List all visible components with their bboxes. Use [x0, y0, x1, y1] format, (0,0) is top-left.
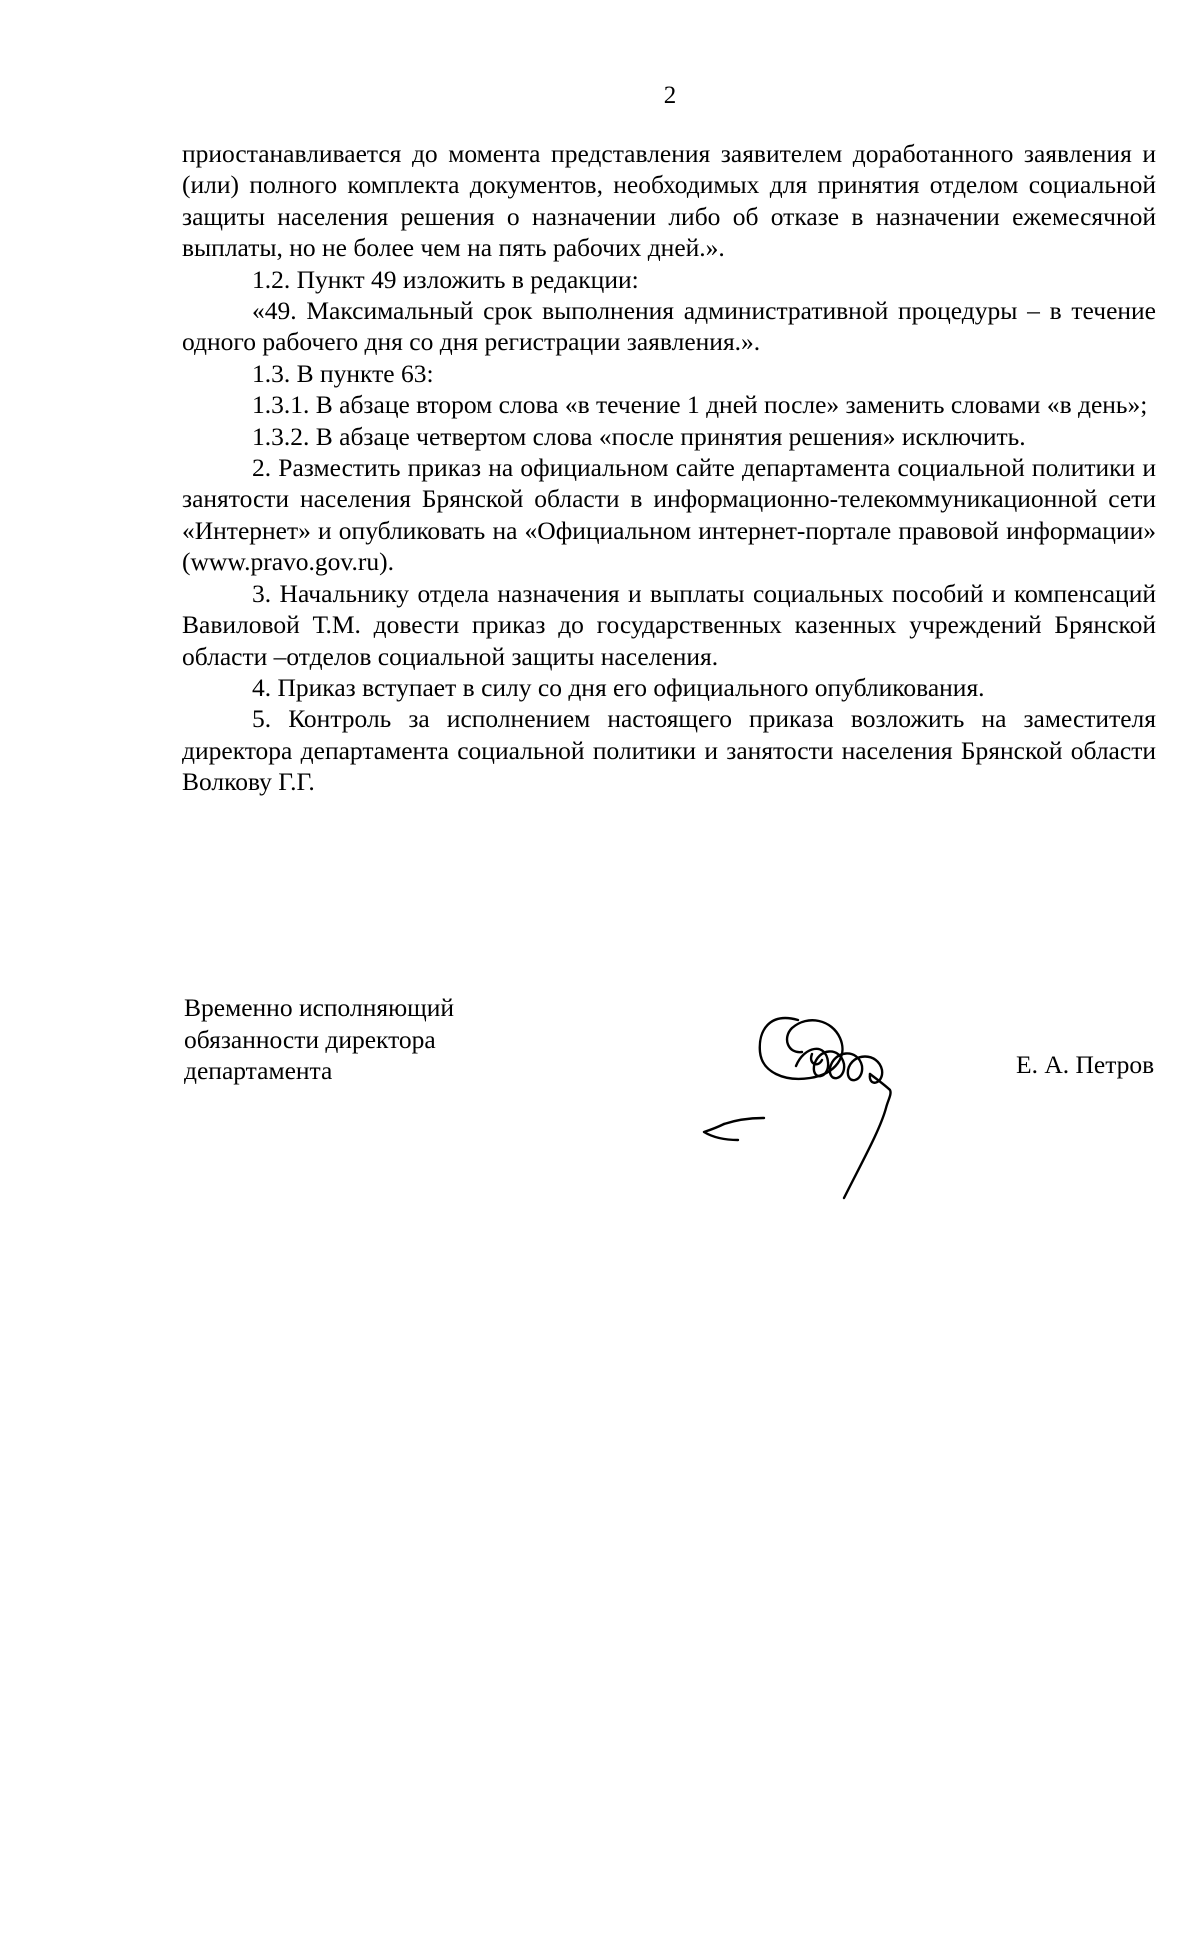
paragraph-1-3-1: 1.3.1. В абзаце втором слова «в течение 1 дней после» заменить словами «в день»; — [252, 390, 1148, 420]
signatory-position — [184, 992, 454, 1087]
paragraph-5: 5. Контроль за исполнением настоящего приказа возложить на заместителя директора департамента социальной политики и занятости населения Брянской области Волкову Г.Г. — [182, 704, 1156, 797]
paragraph-1-3: 1.3. В пункте 63: — [252, 358, 434, 388]
paragraph-2: 2. Разместить приказ на официальном сайте департамента социальной политики и занятости населения Брянской области в информационно-телекоммуникационной сети «Интернет» и опубликовать на «Официальном интернет-портале правовой информации» (www.pravo.gov.ru). — [182, 453, 1156, 577]
page-number: 2 — [663, 82, 677, 109]
paragraph-4: 4. Приказ вступает в силу со дня его официального опубликования. — [252, 672, 985, 702]
paragraph-49-quote: «49. Максимальный срок выполнения административной процедуры – в течение одного рабочего дня со дня регистрации заявления.». — [182, 296, 1156, 357]
handwritten-signature — [700, 990, 960, 1220]
paragraph-3: 3. Начальнику отдела назначения и выплаты социальных пособий и компенсаций Вавиловой Т.М. довести приказ до государственных казенных учреждений Брянской области –отделов социальной защиты населения. — [182, 578, 1156, 671]
paragraph-1-2: 1.2. Пункт 49 изложить в редакции: — [252, 264, 639, 294]
paragraph-continuation: приостанавливается до момента представления заявителем доработанного заявления и (или) полного комплекта документов, необходимых для принятия отделом социальной защиты населения решения о назначении либо об отказе в назначении ежемесячной выплаты, но не более чем на пять рабочих дней.». — [182, 139, 1156, 263]
document-body — [182, 138, 1156, 798]
position-line: департамента — [184, 1056, 333, 1085]
position-line: обязанности директора — [184, 1024, 436, 1054]
signatory-name: Е. А. Петров — [1016, 1050, 1155, 1079]
paragraph-1-3-2: 1.3.2. В абзаце четвертом слова «после принятия решения» исключить. — [252, 421, 1026, 451]
position-line: Временно исполняющий — [184, 993, 455, 1022]
